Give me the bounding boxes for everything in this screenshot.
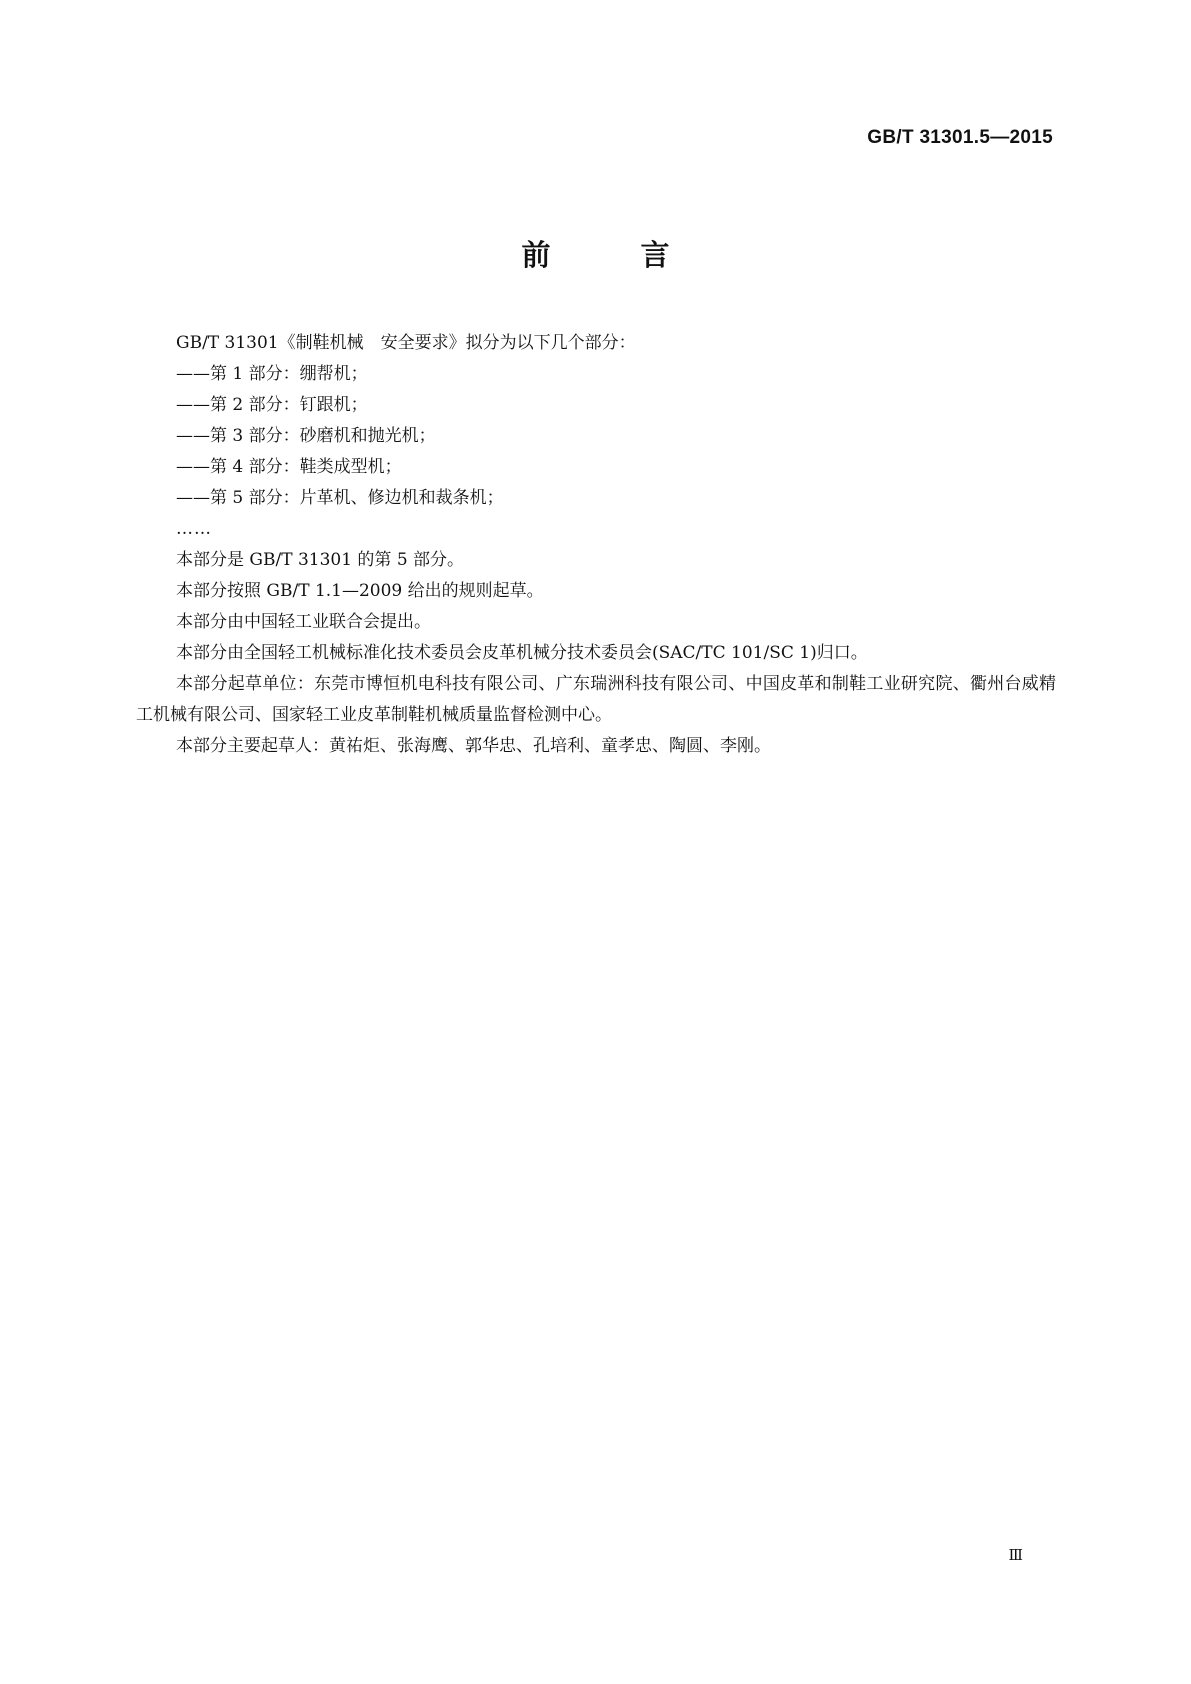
document-body <box>136 328 1056 762</box>
list-item-part-3: ——第 3 部分：砂磨机和抛光机； <box>176 426 436 446</box>
paragraph-drafters: 本部分主要起草人：黄祐炬、张海鹰、郭华忠、孔培利、童孝忠、陶圆、李刚。 <box>176 736 771 756</box>
page-title: 前 言 <box>521 238 710 272</box>
standard-number: GB/T 31301.5—2015 <box>867 127 1053 148</box>
paragraph-administration: 本部分由全国轻工机械标准化技术委员会皮革机械分技术委员会(SAC/TC 101/SC 1)归口。 <box>176 643 868 663</box>
list-ellipsis: …… <box>176 519 212 539</box>
paragraph-part-statement: 本部分是 GB/T 31301 的第 5 部分。 <box>176 550 465 570</box>
paragraph-drafting-units: 本部分起草单位：东莞市博恒机电科技有限公司、广东瑞洲科技有限公司、中国皮革和制鞋工业研究院、衢州台威精工机械有限公司、国家轻工业皮革制鞋机械质量监督检测中心。 <box>136 674 1056 725</box>
list-item-part-4: ——第 4 部分：鞋类成型机； <box>176 457 402 477</box>
paragraph-drafting-rules: 本部分按照 GB/T 1.1—2009 给出的规则起草。 <box>176 581 544 601</box>
list-item-part-1: ——第 1 部分：绷帮机； <box>176 364 368 384</box>
parts-list <box>136 359 1056 514</box>
intro-paragraph: GB/T 31301《制鞋机械 安全要求》拟分为以下几个部分： <box>176 333 636 353</box>
list-item-part-5: ——第 5 部分：片革机、修边机和裁条机； <box>176 488 504 508</box>
list-item-part-2: ——第 2 部分：钉跟机； <box>176 395 368 415</box>
page-number: Ⅲ <box>1008 1546 1023 1564</box>
paragraph-proposer: 本部分由中国轻工业联合会提出。 <box>176 612 431 632</box>
